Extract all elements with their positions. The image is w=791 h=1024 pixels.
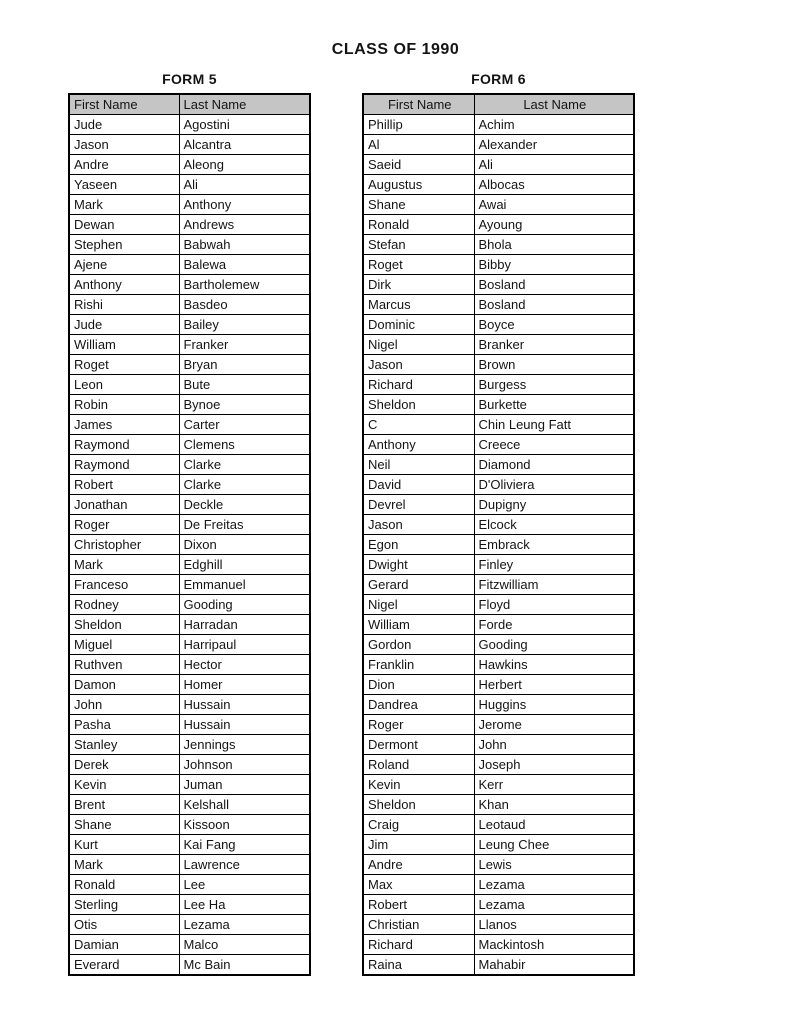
first-name-cell: Roger [69, 515, 179, 535]
table-row [69, 675, 310, 695]
first-name-cell: James [69, 415, 179, 435]
first-name-cell: Ronald [363, 215, 474, 235]
first-name-cell: Jason [363, 355, 474, 375]
table-row [363, 655, 634, 675]
first-name-cell: Anthony [363, 435, 474, 455]
last-name-cell: Herbert [474, 675, 634, 695]
table-row [363, 535, 634, 555]
first-name-cell: Mark [69, 555, 179, 575]
first-name-cell: Jim [363, 835, 474, 855]
first-name-cell: Christopher [69, 535, 179, 555]
table-row [69, 835, 310, 855]
form6-section [362, 71, 635, 976]
last-name-cell: Clarke [179, 475, 310, 495]
first-name-cell: Damian [69, 935, 179, 955]
first-name-cell: Al [363, 135, 474, 155]
table-row [363, 355, 634, 375]
table-row [363, 835, 634, 855]
first-name-cell: Kevin [363, 775, 474, 795]
table-row [69, 535, 310, 555]
last-name-cell: Chin Leung Fatt [474, 415, 634, 435]
first-name-cell: Saeid [363, 155, 474, 175]
first-name-cell: Richard [363, 935, 474, 955]
table-row [69, 435, 310, 455]
last-name-cell: Gooding [179, 595, 310, 615]
last-name-cell: Harripaul [179, 635, 310, 655]
last-name-cell: Mackintosh [474, 935, 634, 955]
first-name-cell: Dirk [363, 275, 474, 295]
first-name-cell: Ruthven [69, 655, 179, 675]
first-name-cell: Richard [363, 375, 474, 395]
first-name-cell: Ronald [69, 875, 179, 895]
header-row [69, 94, 310, 115]
table-row [363, 335, 634, 355]
first-name-cell: Robert [363, 895, 474, 915]
last-name-cell: Bosland [474, 275, 634, 295]
table-row [363, 375, 634, 395]
table-row [363, 315, 634, 335]
table-row [69, 455, 310, 475]
first-name-cell: Phillip [363, 115, 474, 135]
first-name-cell: Raymond [69, 455, 179, 475]
last-name-cell: Dixon [179, 535, 310, 555]
last-name-cell: Albocas [474, 175, 634, 195]
first-name-cell: Leon [69, 375, 179, 395]
last-name-cell: De Freitas [179, 515, 310, 535]
first-name-cell: Stephen [69, 235, 179, 255]
table-row [363, 715, 634, 735]
first-name-cell: Miguel [69, 635, 179, 655]
table-row [363, 495, 634, 515]
last-name-cell: Clemens [179, 435, 310, 455]
first-name-cell: Dwight [363, 555, 474, 575]
last-name-cell: Burgess [474, 375, 634, 395]
first-name-cell: Neil [363, 455, 474, 475]
first-name-cell: William [69, 335, 179, 355]
last-name-cell: Lezama [474, 895, 634, 915]
last-name-cell: Forde [474, 615, 634, 635]
last-name-cell: Lezama [179, 915, 310, 935]
table-row [363, 275, 634, 295]
table-row [363, 935, 634, 955]
first-name-cell: Everard [69, 955, 179, 976]
table-row [363, 235, 634, 255]
table-row [69, 595, 310, 615]
first-name-cell: Christian [363, 915, 474, 935]
last-name-cell: Harradan [179, 615, 310, 635]
table-row [69, 855, 310, 875]
last-name-cell: Carter [179, 415, 310, 435]
last-name-cell: Deckle [179, 495, 310, 515]
table-row [69, 635, 310, 655]
column-header: First Name [363, 94, 474, 115]
table-row [363, 675, 634, 695]
last-name-cell: Kai Fang [179, 835, 310, 855]
first-name-cell: Brent [69, 795, 179, 815]
last-name-cell: Andrews [179, 215, 310, 235]
first-name-cell: Stanley [69, 735, 179, 755]
form5-table [68, 93, 311, 976]
last-name-cell: Johnson [179, 755, 310, 775]
last-name-cell: Floyd [474, 595, 634, 615]
last-name-cell: Emmanuel [179, 575, 310, 595]
last-name-cell: Aleong [179, 155, 310, 175]
first-name-cell: Derek [69, 755, 179, 775]
last-name-cell: Hussain [179, 715, 310, 735]
table-row [363, 455, 634, 475]
table-row [69, 155, 310, 175]
last-name-cell: Kelshall [179, 795, 310, 815]
first-name-cell: Robert [69, 475, 179, 495]
first-name-cell: Egon [363, 535, 474, 555]
last-name-cell: Brown [474, 355, 634, 375]
first-name-cell: C [363, 415, 474, 435]
last-name-cell: D'Oliviera [474, 475, 634, 495]
form6-table-body [363, 115, 634, 976]
last-name-cell: Creece [474, 435, 634, 455]
last-name-cell: Diamond [474, 455, 634, 475]
last-name-cell: Awai [474, 195, 634, 215]
table-row [363, 155, 634, 175]
last-name-cell: Bute [179, 375, 310, 395]
last-name-cell: Balewa [179, 255, 310, 275]
first-name-cell: Raymond [69, 435, 179, 455]
table-row [363, 395, 634, 415]
first-name-cell: Kevin [69, 775, 179, 795]
first-name-cell: Sheldon [363, 395, 474, 415]
first-name-cell: William [363, 615, 474, 635]
table-row [363, 915, 634, 935]
first-name-cell: Otis [69, 915, 179, 935]
table-row [363, 215, 634, 235]
first-name-cell: Devrel [363, 495, 474, 515]
first-name-cell: Gerard [363, 575, 474, 595]
table-row [363, 755, 634, 775]
last-name-cell: Mc Bain [179, 955, 310, 976]
column-header: First Name [69, 94, 179, 115]
last-name-cell: Franker [179, 335, 310, 355]
table-row [69, 515, 310, 535]
first-name-cell: Nigel [363, 595, 474, 615]
first-name-cell: Yaseen [69, 175, 179, 195]
first-name-cell: Rodney [69, 595, 179, 615]
table-row [69, 895, 310, 915]
first-name-cell: Franceso [69, 575, 179, 595]
table-row [69, 575, 310, 595]
first-name-cell: Marcus [363, 295, 474, 315]
first-name-cell: Stefan [363, 235, 474, 255]
table-row [69, 815, 310, 835]
table-row [363, 195, 634, 215]
table-row [69, 355, 310, 375]
last-name-cell: Bartholemew [179, 275, 310, 295]
first-name-cell: Roget [69, 355, 179, 375]
last-name-cell: Clarke [179, 455, 310, 475]
first-name-cell: Jonathan [69, 495, 179, 515]
table-row [363, 695, 634, 715]
table-row [363, 135, 634, 155]
last-name-cell: Homer [179, 675, 310, 695]
page-title: CLASS OF 1990 [331, 41, 460, 58]
table-row [363, 575, 634, 595]
last-name-cell: Hawkins [474, 655, 634, 675]
last-name-cell: Ali [179, 175, 310, 195]
table-row [69, 795, 310, 815]
header-row [363, 94, 634, 115]
last-name-cell: Fitzwilliam [474, 575, 634, 595]
table-row [363, 795, 634, 815]
last-name-cell: Ayoung [474, 215, 634, 235]
form5-table-body [69, 115, 310, 976]
first-name-cell: Anthony [69, 275, 179, 295]
form5-heading: FORM 5 [162, 71, 217, 87]
table-row [363, 815, 634, 835]
last-name-cell: Alexander [474, 135, 634, 155]
last-name-cell: Babwah [179, 235, 310, 255]
first-name-cell: Roget [363, 255, 474, 275]
table-row [363, 635, 634, 655]
form6-heading: FORM 6 [471, 71, 526, 87]
table-row [69, 615, 310, 635]
last-name-cell: Kerr [474, 775, 634, 795]
table-row [363, 895, 634, 915]
first-name-cell: Roland [363, 755, 474, 775]
table-row [69, 255, 310, 275]
first-name-cell: Kurt [69, 835, 179, 855]
last-name-cell: Elcock [474, 515, 634, 535]
last-name-cell: Agostini [179, 115, 310, 135]
last-name-cell: Gooding [474, 635, 634, 655]
last-name-cell: Bynoe [179, 395, 310, 415]
first-name-cell: Dewan [69, 215, 179, 235]
first-name-cell: Dermont [363, 735, 474, 755]
last-name-cell: Alcantra [179, 135, 310, 155]
table-row [363, 295, 634, 315]
table-row [69, 395, 310, 415]
last-name-cell: Joseph [474, 755, 634, 775]
first-name-cell: David [363, 475, 474, 495]
first-name-cell: Mark [69, 855, 179, 875]
first-name-cell: Dion [363, 675, 474, 695]
first-name-cell: Nigel [363, 335, 474, 355]
table-row [69, 935, 310, 955]
last-name-cell: Jerome [474, 715, 634, 735]
last-name-cell: Lewis [474, 855, 634, 875]
first-name-cell: Ajene [69, 255, 179, 275]
table-row [363, 595, 634, 615]
last-name-cell: Leotaud [474, 815, 634, 835]
table-row [69, 335, 310, 355]
last-name-cell: Juman [179, 775, 310, 795]
first-name-cell: Andre [363, 855, 474, 875]
table-row [69, 275, 310, 295]
table-row [363, 435, 634, 455]
table-row [69, 735, 310, 755]
last-name-cell: John [474, 735, 634, 755]
table-row [69, 115, 310, 135]
table-row [363, 955, 634, 976]
first-name-cell: Andre [69, 155, 179, 175]
first-name-cell: Roger [363, 715, 474, 735]
last-name-cell: Lezama [474, 875, 634, 895]
first-name-cell: Pasha [69, 715, 179, 735]
last-name-cell: Ali [474, 155, 634, 175]
last-name-cell: Bailey [179, 315, 310, 335]
table-row [363, 515, 634, 535]
first-name-cell: Sterling [69, 895, 179, 915]
first-name-cell: Jason [363, 515, 474, 535]
last-name-cell: Lee [179, 875, 310, 895]
first-name-cell: Robin [69, 395, 179, 415]
column-header: Last Name [179, 94, 310, 115]
table-row [69, 655, 310, 675]
first-name-cell: Gordon [363, 635, 474, 655]
table-row [69, 215, 310, 235]
first-name-cell: Dominic [363, 315, 474, 335]
table-row [69, 955, 310, 976]
last-name-cell: Embrack [474, 535, 634, 555]
first-name-cell: Damon [69, 675, 179, 695]
table-row [69, 695, 310, 715]
column-header: Last Name [474, 94, 634, 115]
table-row [363, 115, 634, 135]
table-row [363, 475, 634, 495]
first-name-cell: Dandrea [363, 695, 474, 715]
first-name-cell: Sheldon [363, 795, 474, 815]
first-name-cell: Sheldon [69, 615, 179, 635]
table-row [363, 255, 634, 275]
table-row [69, 175, 310, 195]
first-name-cell: Jason [69, 135, 179, 155]
last-name-cell: Burkette [474, 395, 634, 415]
table-row [69, 315, 310, 335]
last-name-cell: Malco [179, 935, 310, 955]
first-name-cell: Craig [363, 815, 474, 835]
last-name-cell: Achim [474, 115, 634, 135]
last-name-cell: Basdeo [179, 295, 310, 315]
last-name-cell: Bosland [474, 295, 634, 315]
table-row [69, 915, 310, 935]
last-name-cell: Finley [474, 555, 634, 575]
first-name-cell: Shane [69, 815, 179, 835]
last-name-cell: Llanos [474, 915, 634, 935]
last-name-cell: Lee Ha [179, 895, 310, 915]
table-row [363, 615, 634, 635]
table-row [363, 775, 634, 795]
table-row [363, 735, 634, 755]
table-row [69, 235, 310, 255]
last-name-cell: Bibby [474, 255, 634, 275]
table-row [69, 875, 310, 895]
first-name-cell: Jude [69, 315, 179, 335]
first-name-cell: Rishi [69, 295, 179, 315]
table-row [363, 415, 634, 435]
first-name-cell: Max [363, 875, 474, 895]
last-name-cell: Kissoon [179, 815, 310, 835]
table-row [69, 555, 310, 575]
table-row [69, 295, 310, 315]
last-name-cell: Huggins [474, 695, 634, 715]
last-name-cell: Branker [474, 335, 634, 355]
table-row [69, 715, 310, 735]
last-name-cell: Hector [179, 655, 310, 675]
table-row [69, 415, 310, 435]
last-name-cell: Bryan [179, 355, 310, 375]
table-row [69, 475, 310, 495]
table-row [69, 495, 310, 515]
table-row [363, 855, 634, 875]
last-name-cell: Anthony [179, 195, 310, 215]
table-row [69, 755, 310, 775]
form6-table [362, 93, 635, 976]
table-row [363, 175, 634, 195]
first-name-cell: John [69, 695, 179, 715]
table-row [69, 195, 310, 215]
last-name-cell: Mahabir [474, 955, 634, 976]
first-name-cell: Mark [69, 195, 179, 215]
table-row [69, 375, 310, 395]
first-name-cell: Jude [69, 115, 179, 135]
last-name-cell: Lawrence [179, 855, 310, 875]
last-name-cell: Jennings [179, 735, 310, 755]
first-name-cell: Raina [363, 955, 474, 976]
table-row [363, 555, 634, 575]
last-name-cell: Hussain [179, 695, 310, 715]
last-name-cell: Khan [474, 795, 634, 815]
last-name-cell: Boyce [474, 315, 634, 335]
table-row [69, 135, 310, 155]
table-row [363, 875, 634, 895]
last-name-cell: Bhola [474, 235, 634, 255]
first-name-cell: Augustus [363, 175, 474, 195]
table-row [69, 775, 310, 795]
last-name-cell: Dupigny [474, 495, 634, 515]
last-name-cell: Leung Chee [474, 835, 634, 855]
first-name-cell: Shane [363, 195, 474, 215]
last-name-cell: Edghill [179, 555, 310, 575]
form5-section [68, 71, 311, 976]
first-name-cell: Franklin [363, 655, 474, 675]
